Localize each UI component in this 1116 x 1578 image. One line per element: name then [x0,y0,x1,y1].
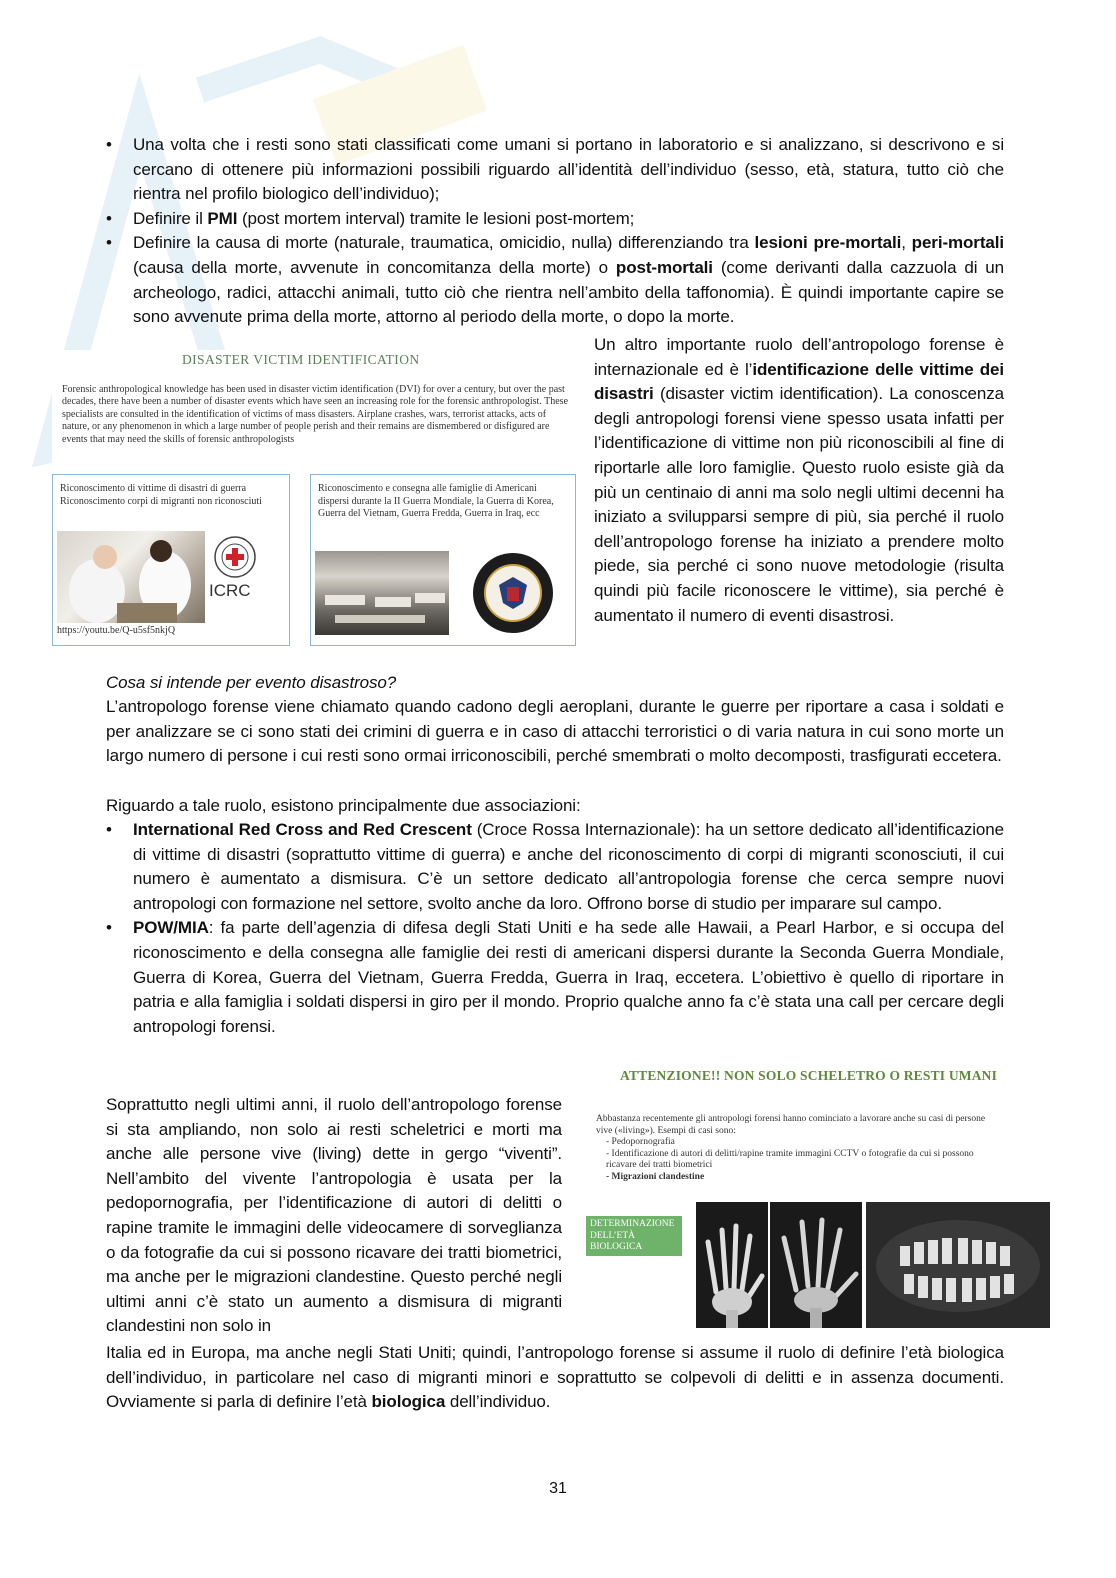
xray-dental-panoramic [866,1202,1050,1328]
living-figure-title: ATTENZIONE!! NON SOLO SCHELETRO O RESTI UMANI [620,1068,998,1083]
lab-photo-figures [57,531,205,623]
dvi-figure [52,350,576,648]
living-paragraph-left: Soprattutto negli ultimi anni, il ruolo dell’antropologo forense si sta ampliando, non solo ai resti scheletrici e morti ma anche alle persone vive (living) dette in gergo “viventi”. Nell’ambito del vivente l’antropologia è usata per la pedopornografia, per l’identificazione di autori di delitti o rapine tramite le immagini delle videocamere di sorveglianza o da fotografie da cui si possono ricavare dei tratti biometrici, ma anche per le migrazioni clandestine. Questo perché negli ultimi anni c’è stato un aumento a dismisura di migranti clandestini non solo in [106,1095,562,1336]
powmia-seal [471,551,555,635]
bullet-text: (come derivanti dalla cazzuola di un archeologo, radici, attacchi animali, tutto ciò che rientra nell’ambito della taffonomia). È quindi importante capire se sono avvenute prima della morte, attorno al periodo della morte, o dopo la morte. [133,257,1004,327]
bullet-text: Una volta che i resti sono stati classificati come umani si portano in laboratorio e si analizzano, si descrivono e si cercano di ottenere più informazioni possibili riguardo all’identità dell’individuo (sesso, età, statura, tutto ciò che rientra nel profilo biologico dell’individuo); [133,135,1004,204]
bullet-text: (causa della morte, avvenute in concomitanza della morte) o [133,257,616,277]
top-bullet-item [106,231,1004,329]
icrc-emblem [213,535,257,579]
living-paragraph-full-bold: biologica [371,1392,446,1412]
living-figure-intro: Abbastanza recentemente gli antropologi forensi hanno cominciato a lavorare anche su casi di persone vive («living»). Esempi di casi sono: [596,1114,986,1136]
lab-photo [57,531,205,623]
lab-room-tables [315,551,449,635]
page-number: 31 [549,1480,567,1497]
dvi-card-red-cross-caption: Riconoscimento di vittime di disastri di guerra Riconoscimento corpi di migranti non riconosciuti [60,483,262,507]
association-item [106,916,1004,1039]
lab-room-photo [315,551,449,635]
disaster-paragraph: L’antropologo forense viene chiamato quando cadono degli aeroplani, durante le guerre per riportare a casa i soldati e per analizzare se ci sono stati dei crimini di guerra e in caso di attacchi terroristici o di varia natura in cui sono morte un largo numero di persone i cui resti sono ormai irriconoscibili, perché smembrati o molto decomposti, trasfigurati eccetera. [106,697,1004,766]
living-figure-item: - Migrazioni clandestine [606,1171,705,1182]
top-bullet-item [106,133,1004,207]
association-item [106,818,1004,916]
top-bullet-list [106,133,1004,330]
dvi-figure-text: Forensic anthropological knowledge has been used in disaster victim identification (DVI) for over a century, but over the past decades, there have been a number of disaster events which have seen an increasing role for the forensic anthropologist. These specialists are consulted in the identification of victims of mass disasters. Airplane crashes, wars, terrorist attacks, acts of nature, or any phenomenon in which a large number of people perish and their remains are dismembered or disfigured are events that may need the skills of forensic anthropologists [62,384,569,445]
bold-term: peri-mortali [911,233,1004,253]
bold-term: PMI [207,208,238,228]
living-figure [584,1064,1054,1334]
associations-intro: Riguardo a tale ruolo, esistono principalmente due associazioni: [106,796,581,815]
living-paragraph-full-text: Italia ed in Europa, ma anche negli Stati Uniti; quindi, l’antropologo forense si assume il ruolo di definire l’età biologica dell’individuo, in particolare nel caso di migranti minori e soprattutto se colpevoli di delitti e in assenza documenti. Ovviamente si parla di definire l’età [106,1343,1004,1412]
dvi-paragraph [594,333,1004,628]
association-description: (Croce Rossa Internazionale): ha un settore dedicato all’identificazione di vittime di disastri (soprattutto vittime di guerra) e anche del riconoscimento di corpi di migranti sconosciuti, il cui numero è aumentato a dismisura. C’è un settore dedicato all’antropologia forense che cerca sempre nuovi antropologi con formazione nel settore, svolto anche da loro. Offrono borse di studio per imparare sul campo. [133,820,1004,913]
association-name: POW/MIA [133,918,209,938]
living-figure-item: - Identificazione di autori di delitti/rapine tramite immagini CCTV o fotografie da cui si possono ricavare dei tratti biometrici [606,1148,974,1171]
section-question: Cosa si intende per evento disastroso? [106,673,397,692]
bold-term: lesioni pre-mortali [754,233,902,253]
dvi-paragraph-bold: identificazione delle vittime dei disastri [594,359,1004,404]
top-bullet-item [106,207,1004,232]
dvi-figure-title: DISASTER VICTIM IDENTIFICATION [182,352,420,367]
association-name: International Red Cross and Red Crescent [133,820,472,839]
living-figure-text [596,1114,996,1184]
dvi-paragraph-intro: Un altro importante ruolo dell’antropologo forense è internazionale ed è l’ [594,335,1004,379]
living-paragraph-full [106,1341,1004,1415]
dvi-card-powmia-caption: Riconoscimento e consegna alle famiglie di Americani dispersi durante la II Guerra Mondiale, la Guerra di Korea, Guerra del Vietnam, Guerra Fredda, Guerra in Iraq, ecc [318,483,554,519]
living-paragraph-full-end: dell’individuo. [445,1392,551,1412]
dvi-card-powmia [310,474,576,646]
age-determination-box: DETERMINAZIONE DELL’ETÀ BIOLOGICA [586,1216,682,1256]
association-description: : fa parte dell’agenzia di difesa degli Stati Uniti e ha sede alle Hawaii, a Pearl Harbor, e si occupa del riconoscimento e della consegna alle famiglie dei resti di americani dispersi durante la Seconda Guerra Mondiale, Guerra di Korea, Guerra del Vietnam, Guerra Fredda, Guerra in Iraq, eccetera. L’obiettivo è quello di riportare in patria e alla famiglia i soldati dispersi in giro per il mondo. Proprio qualche anno fa c’è stata una call per cercare degli antropologi forensi. [133,918,1004,1036]
youtube-link[interactable]: https://youtu.be/Q-u5sf5nkjQ [57,625,176,636]
living-figure-item: - Pedopornografia [606,1137,675,1148]
bullet-text: Definire il [133,208,208,228]
bullet-text: (post mortem interval) tramite le lesioni post-mortem; [237,208,635,228]
icrc-label: ICRC [209,581,251,600]
xray-hand-child [770,1202,862,1328]
bullet-text: , [901,233,912,253]
bullet-text: Definire la causa di morte (naturale, traumatica, omicidio, nulla) differenziando tra [133,233,755,253]
dvi-paragraph-rest: (disaster victim identification). La conoscenza degli antropologi forensi viene spesso usata infatti per l’identificazione di vittime non più riconoscibili al fine di riportarle alle loro famiglie. Questo ruolo esiste già da più un centinaio di anni ma solo negli ultimi decenni ha iniziato a svilupparsi sempre di più, sia perché il ruolo dell’antropologo forense ha iniziato a prendere molto piede, sia perché ci sono nuove metodologie (risulta quindi più facile riconoscere le vittime), sia perché è aumentato il numero di eventi disastrosi. [594,384,1004,625]
associations-list [106,818,1004,1039]
bold-term: post-mortali [615,257,713,277]
xray-hand-adult [696,1202,768,1328]
dvi-card-red-cross [52,474,290,646]
